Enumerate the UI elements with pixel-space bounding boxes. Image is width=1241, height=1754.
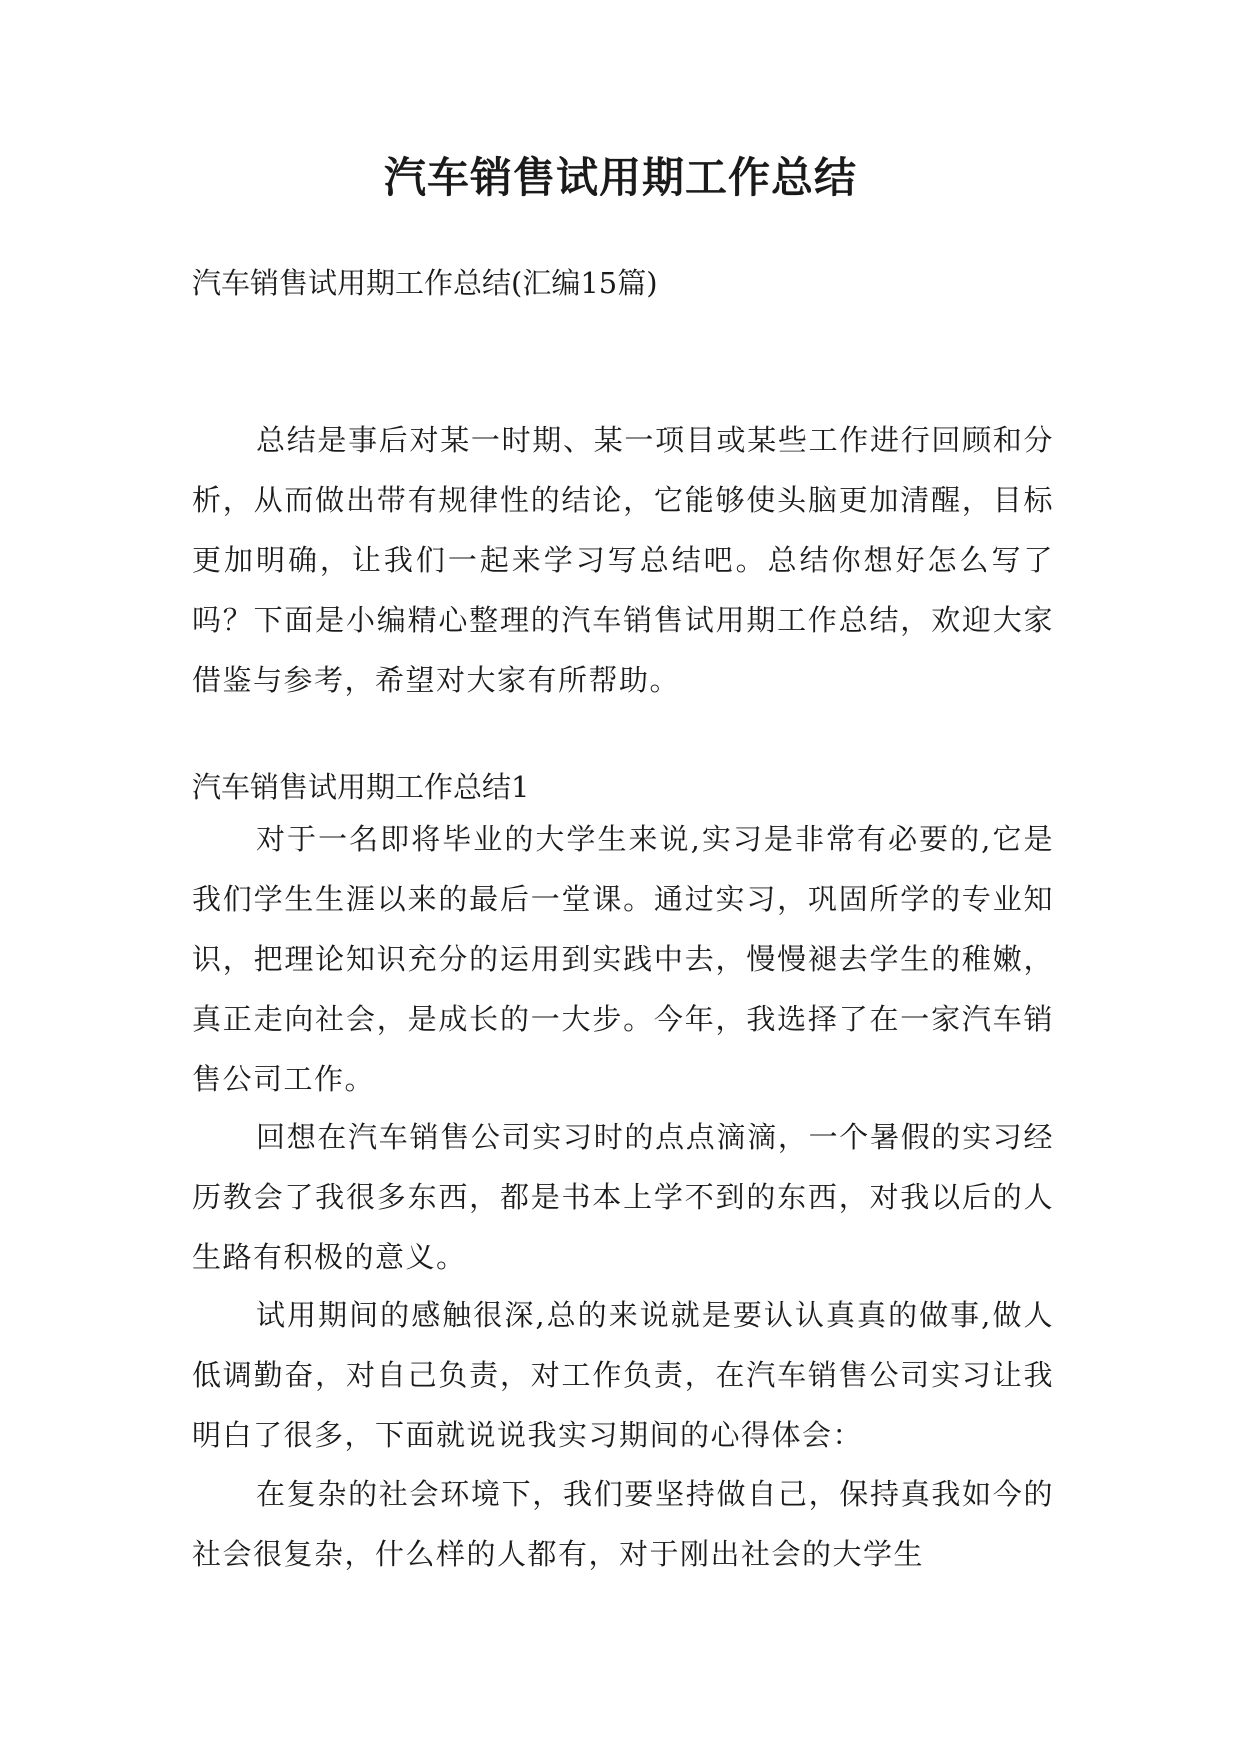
intro-paragraph: 总结是事后对某一时期、某一项目或某些工作进行回顾和分析，从而做出带有规律性的结论，它能够使头脑更加清醒，目标更加明确，让我们一起来学习写总结吧。总结你想好怎么写了吗？下面是小编精心整理的汽车销售试用期工作总结，欢迎大家借鉴与参考，希望对大家有所帮助。 bbox=[192, 423, 1054, 697]
body-paragraph: 对于一名即将毕业的大学生来说,实习是非常有必要的,它是我们学生生涯以来的最后一堂课。通过实习，巩固所学的专业知识，把理论知识充分的运用到实践中去，慢慢褪去学生的稚嫩，真正走向社会，是成长的一大步。今年，我选择了在一家汽车销售公司工作。 bbox=[192, 822, 1054, 1096]
page-title: 汽车销售试用期工作总结 bbox=[383, 153, 857, 202]
body-paragraph: 试用期间的感触很深,总的来说就是要认认真真的做事,做人低调勤奋，对自己负责，对工作负责，在汽车销售公司实习让我明白了很多，下面就说说我实习期间的心得体会： bbox=[192, 1298, 1054, 1452]
body-paragraph: 回想在汽车销售公司实习时的点点滴滴，一个暑假的实习经历教会了我很多东西，都是书本上学不到的东西，对我以后的人生路有积极的意义。 bbox=[192, 1120, 1054, 1274]
section-title: 汽车销售试用期工作总结1 bbox=[192, 770, 530, 804]
document-subtitle: 汽车销售试用期工作总结(汇编15篇) bbox=[192, 266, 658, 300]
body-paragraph: 在复杂的社会环境下，我们要坚持做自己，保持真我如今的社会很复杂，什么样的人都有，对于刚出社会的大学生 bbox=[192, 1477, 1054, 1571]
